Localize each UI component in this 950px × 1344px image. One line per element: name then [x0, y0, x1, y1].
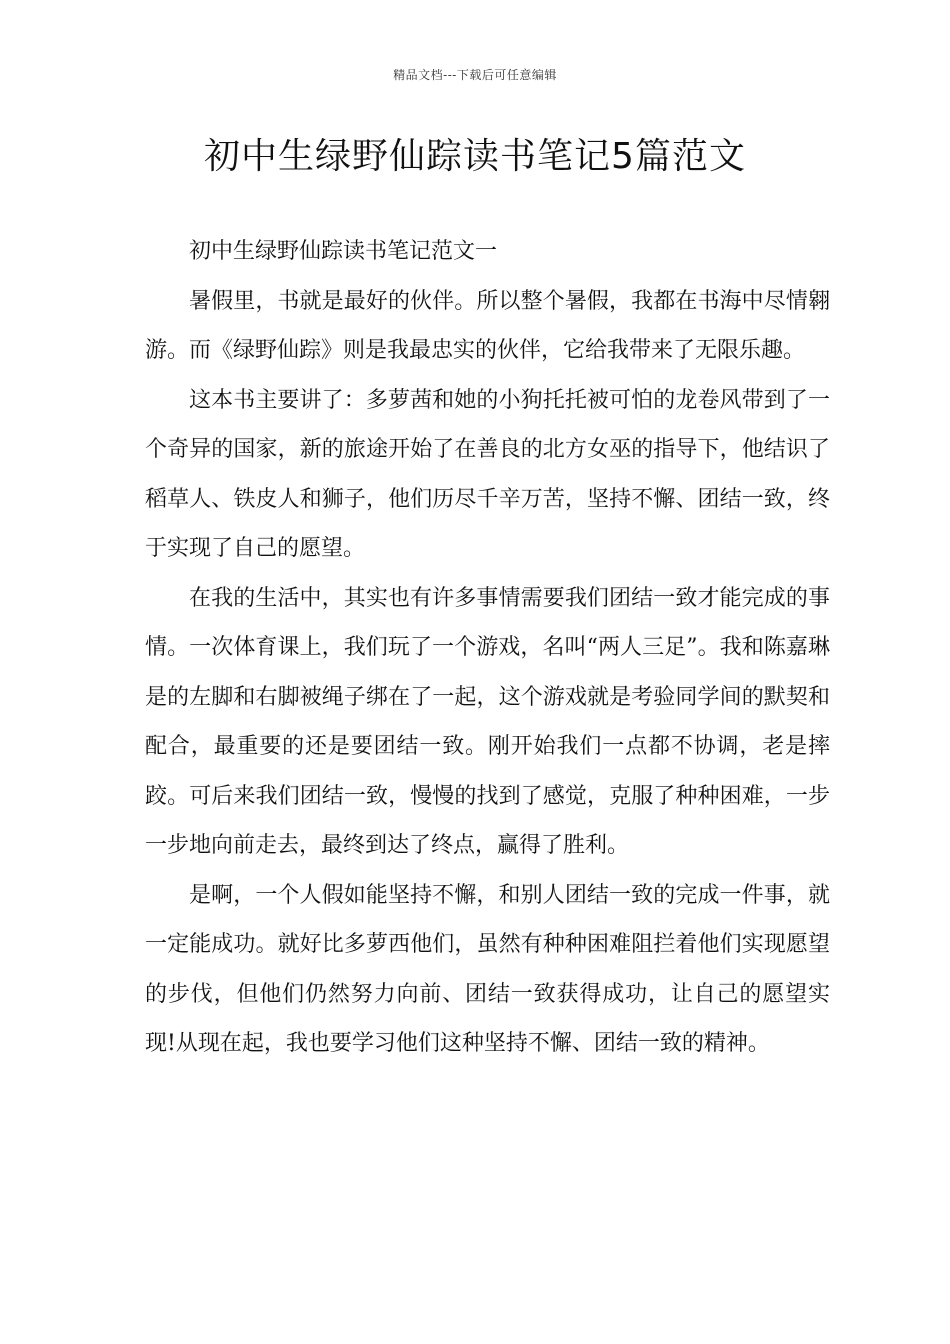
body-paragraph: 是啊，一个人假如能坚持不懈，和别人团结一致的完成一件事，就一定能成功。就好比多萝西他们，虽然有种种困难阻拦着他们实现愿望的步伐，但他们仍然努力向前、团结一致获得成功，让自己的愿望实现!从现在起，我也要学习他们这种坚持不懈、团结一致的精神。 — [145, 882, 830, 1056]
section-heading: 初中生绿野仙踪读书笔记范文一 — [189, 239, 498, 264]
body-paragraph: 在我的生活中，其实也有许多事情需要我们团结一致才能完成的事情。一次体育课上，我们玩了一个游戏，名叫“两人三足”。我和陈嘉琳是的左脚和右脚被绳子绑在了一起，这个游戏就是考验同学间的默契和配合，最重要的还是要团结一致。刚开始我们一点都不协调，老是摔跤。可后来我们团结一致，慢慢的找到了感觉，克服了种种困难，一步一步地向前走去，最终到达了终点，赢得了胜利。 — [145, 585, 830, 858]
body-paragraph: 暑假里，书就是最好的伙伴。所以整个暑假，我都在书海中尽情翱游。而《绿野仙踪》则是我最忠实的伙伴，它给我带来了无限乐趣。 — [145, 288, 830, 363]
header-note: 精品文档---下载后可任意编辑 — [393, 68, 557, 82]
body-paragraph: 这本书主要讲了：多萝茜和她的小狗托托被可怕的龙卷风带到了一个奇异的国家，新的旅途开始了在善良的北方女巫的指导下，他结识了稻草人、铁皮人和狮子，他们历尽千辛万苦，坚持不懈、团结一致，终于实现了自己的愿望。 — [145, 387, 830, 561]
document-title: 初中生绿野仙踪读书笔记5篇范文 — [204, 136, 746, 177]
document-body — [145, 227, 830, 1069]
